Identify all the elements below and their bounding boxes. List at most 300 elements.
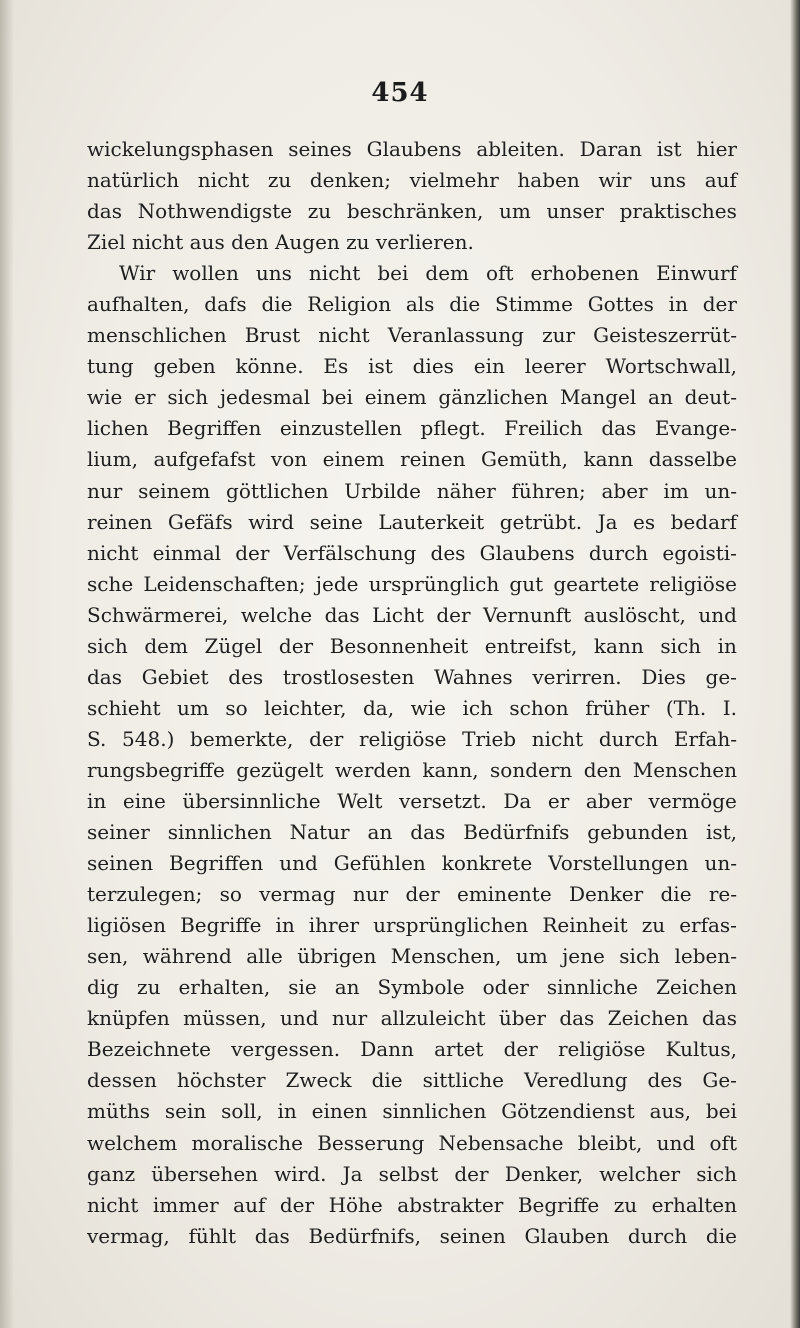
word: leichter, — [264, 695, 347, 720]
word: sche — [87, 571, 134, 596]
word: oft — [486, 261, 514, 286]
word: er — [134, 385, 156, 410]
word: einzustellen — [279, 416, 403, 441]
word: Natur — [289, 820, 350, 845]
word: fühlt — [188, 1223, 237, 1248]
word: Religion — [307, 292, 392, 317]
text-line: Ziel nicht aus den Augen zu verlieren. — [87, 230, 474, 255]
word: Zügel — [204, 633, 263, 658]
word: Zeichen — [607, 1006, 689, 1031]
text-line — [87, 631, 737, 662]
word: es — [633, 509, 656, 534]
word: welchem — [87, 1130, 178, 1155]
word: Menschen — [632, 757, 737, 782]
word: um — [515, 944, 548, 969]
word: zu — [267, 168, 292, 193]
word: Erfah- — [673, 726, 737, 751]
word: die — [660, 882, 692, 907]
word: alle — [246, 944, 283, 969]
word: bemerkte, — [190, 726, 294, 751]
word: denken; — [309, 168, 391, 193]
word: unser — [546, 199, 604, 224]
word: immer — [152, 1192, 219, 1217]
word: deut- — [684, 385, 737, 410]
word: selbst — [378, 1161, 439, 1186]
word: auf — [233, 1192, 266, 1217]
word: Ja — [597, 509, 618, 534]
word: ist, — [705, 820, 737, 845]
word: sie — [288, 975, 317, 1000]
word: jedesmal — [219, 385, 311, 410]
word: übrigen — [297, 944, 377, 969]
word: an — [648, 385, 673, 410]
text-line — [87, 1034, 737, 1065]
word: uns — [255, 261, 292, 286]
word: als — [405, 292, 435, 317]
text-line — [87, 289, 737, 320]
word: nicht — [197, 168, 250, 193]
word: höchster — [176, 1068, 266, 1093]
word: Glaubens — [366, 137, 462, 161]
word: praktisches — [619, 199, 737, 224]
word: vermag, — [87, 1223, 170, 1248]
word: sittliche — [422, 1068, 505, 1093]
word: abstrakter — [397, 1192, 504, 1217]
text-line — [87, 382, 737, 413]
word: Dann — [360, 1037, 414, 1062]
word: Brust — [244, 323, 301, 348]
word: getrübt. — [499, 509, 583, 534]
word: Reinheit — [542, 913, 628, 938]
word: rungsbegriffe — [87, 757, 225, 782]
text-line — [87, 351, 737, 382]
word: Lauterkeit — [378, 509, 485, 534]
word: dessen — [87, 1068, 157, 1093]
text-line — [87, 879, 737, 910]
word: leerer — [524, 354, 586, 379]
word: aber — [585, 788, 632, 813]
word: egoisti- — [662, 540, 737, 565]
word: in — [668, 292, 688, 317]
word: sich — [619, 944, 661, 969]
word: schon — [509, 695, 569, 720]
word: zu — [613, 1192, 638, 1217]
word: Zeichen — [656, 975, 737, 1000]
word: durch — [598, 726, 659, 751]
word: uns — [650, 168, 687, 193]
text-line — [87, 134, 737, 165]
word: Vernunft — [483, 602, 572, 627]
text-line — [87, 693, 737, 724]
word: über — [498, 1006, 546, 1031]
word: Ge- — [702, 1068, 737, 1093]
word: tung — [87, 354, 134, 379]
word: den — [583, 757, 622, 782]
word: religiöse — [649, 571, 737, 596]
word: sein — [164, 1099, 207, 1124]
word: re- — [708, 882, 737, 907]
word: kann, — [422, 757, 479, 782]
word: so — [219, 882, 242, 907]
word: religiöse — [358, 726, 447, 751]
word: Höhe — [328, 1192, 383, 1217]
word: vermag — [259, 882, 336, 907]
text-line — [87, 1096, 737, 1127]
word: die — [371, 1068, 403, 1093]
word: wie — [87, 385, 123, 410]
word: ein — [473, 354, 505, 379]
word: 548.) — [122, 726, 175, 751]
word: welche — [240, 602, 313, 627]
word: bleibt, — [577, 1130, 643, 1155]
word: und — [279, 851, 318, 876]
word: der — [405, 882, 440, 907]
word: reinen — [87, 509, 153, 534]
word: wird. — [274, 1161, 327, 1186]
word: gebunden — [587, 820, 688, 845]
word: natürlich — [87, 168, 180, 193]
word: dies — [412, 354, 454, 379]
word: dafs — [204, 292, 247, 317]
text-line — [87, 941, 737, 972]
word: wir — [598, 168, 632, 193]
word: Trieb — [462, 726, 517, 751]
word: seinem — [138, 478, 211, 503]
word: Licht — [372, 602, 424, 627]
text-line — [87, 444, 737, 475]
word: der — [503, 1037, 538, 1062]
word: der — [454, 1161, 489, 1186]
word: nur — [87, 478, 123, 503]
text-line — [87, 258, 737, 289]
word: ich — [462, 695, 493, 720]
word: des — [228, 664, 264, 689]
text-line — [87, 786, 737, 817]
word: einem — [364, 385, 427, 410]
word: Götzendienst — [501, 1099, 635, 1124]
word: ursprünglichen — [373, 913, 529, 938]
word: das — [87, 664, 122, 689]
word: geartete — [553, 571, 640, 596]
word: Wir — [119, 261, 156, 286]
word: um — [177, 695, 209, 720]
word: oder — [482, 975, 529, 1000]
word: pflegt. — [420, 416, 486, 441]
word: um — [499, 199, 531, 224]
word: zu — [641, 913, 666, 938]
word: einmal — [152, 540, 222, 565]
word: Vorstellungen — [548, 851, 689, 876]
text-line — [87, 1221, 737, 1252]
word: an — [334, 975, 360, 1000]
text-line — [87, 972, 737, 1003]
word: ligiösen — [87, 913, 167, 938]
word: zu — [307, 199, 332, 224]
word: nur — [352, 882, 389, 907]
word: Da — [503, 788, 532, 813]
word: Veranlassung — [387, 323, 524, 348]
word: der — [278, 633, 314, 658]
word: einem — [322, 447, 385, 472]
text-line — [87, 1003, 737, 1034]
word: im — [663, 478, 689, 503]
text-line — [87, 600, 737, 631]
text-line — [87, 1159, 737, 1190]
text-line — [87, 320, 737, 351]
word: vermöge — [648, 788, 737, 813]
word: Symbole — [377, 975, 465, 1000]
word: einen — [311, 1099, 368, 1124]
word: ge- — [705, 664, 737, 689]
word: beschränken, — [346, 199, 484, 224]
word: aus, — [649, 1099, 692, 1124]
word: erhobenen — [530, 261, 640, 286]
word: Besonnenheit — [329, 633, 469, 658]
word: Bezeichnete — [87, 1037, 211, 1062]
word: nur — [331, 1006, 368, 1031]
word: nicht — [318, 323, 370, 348]
word: und — [698, 602, 737, 627]
word: führen; — [511, 478, 586, 503]
page-right-edge-shadow — [790, 0, 800, 1328]
word: in — [275, 913, 295, 938]
word: Denker, — [504, 1161, 584, 1186]
text-line — [87, 1190, 737, 1221]
word: die — [449, 292, 481, 317]
word: ganz — [87, 1161, 136, 1186]
word: werden — [334, 757, 411, 782]
word: müths — [87, 1099, 151, 1124]
word: Begriffen — [167, 416, 262, 441]
word: könne. — [235, 354, 304, 379]
word: das — [87, 199, 122, 224]
word: Stimme — [495, 292, 573, 317]
word: Es — [323, 354, 349, 379]
word: in — [717, 633, 737, 658]
word: vielmehr — [409, 168, 499, 193]
text-line — [87, 196, 737, 227]
word: sen, — [87, 944, 129, 969]
word: dig — [87, 975, 120, 1000]
word: der — [436, 602, 471, 627]
word: und — [656, 1130, 696, 1155]
word: Daran — [579, 137, 642, 161]
word: verirren. — [532, 664, 622, 689]
word: moralische — [191, 1130, 303, 1155]
word: der — [279, 1192, 315, 1217]
word: Begriffen — [169, 851, 264, 876]
word: un- — [704, 851, 737, 876]
word: nicht — [308, 261, 361, 286]
word: Mangel — [559, 385, 637, 410]
word: erfas- — [679, 913, 737, 938]
word: wollen — [172, 261, 239, 286]
word: eine — [122, 788, 166, 813]
word: lichen — [87, 416, 149, 441]
word: des — [430, 540, 466, 565]
word: bei — [377, 261, 409, 286]
word: sinnlichen — [382, 1099, 487, 1124]
word: Glaubens — [479, 540, 575, 565]
word: Gefühlen — [333, 851, 426, 876]
word: allzuleicht — [380, 1006, 486, 1031]
word: sich — [696, 1161, 737, 1186]
word: Nebensache — [438, 1130, 564, 1155]
word: die — [705, 1223, 737, 1248]
word: zur — [542, 323, 576, 348]
text-line — [87, 165, 737, 196]
word: Veredlung — [523, 1068, 628, 1093]
word: er — [547, 788, 570, 813]
word: (Th. — [665, 695, 707, 720]
word: Einwurf — [656, 261, 737, 286]
text-line — [87, 662, 737, 693]
word: von — [270, 447, 308, 472]
word: aufhalten, — [87, 292, 190, 317]
page-left-edge-shadow — [0, 0, 14, 1328]
word: un- — [704, 478, 737, 503]
word: Schwärmerei, — [87, 602, 229, 627]
word: religiöse — [557, 1037, 646, 1062]
word: trostlosesten — [282, 664, 415, 689]
word: ihrer — [308, 913, 360, 938]
word: während — [142, 944, 232, 969]
word: Denker — [568, 882, 644, 907]
word: das — [601, 416, 637, 441]
word: reinen — [400, 447, 466, 472]
word: jede — [315, 571, 359, 596]
word: durch — [588, 540, 649, 565]
word: kann — [583, 447, 634, 472]
word: das — [410, 820, 446, 845]
word: soll, — [221, 1099, 263, 1124]
word: Verfälschung — [283, 540, 417, 565]
word: ist — [656, 137, 682, 161]
word: sich — [167, 385, 209, 410]
word: der — [235, 540, 270, 565]
word: übersehen — [151, 1161, 259, 1186]
word: auslöscht, — [583, 602, 686, 627]
word: das — [324, 602, 360, 627]
word: gut — [509, 571, 544, 596]
word: Begriffe — [180, 913, 262, 938]
word: Glauben — [524, 1223, 610, 1248]
word: sich — [660, 633, 702, 658]
word: knüpfen — [87, 1006, 170, 1031]
word: oft — [709, 1130, 737, 1155]
word: Freilich — [504, 416, 583, 441]
page-number: 454 — [371, 78, 429, 108]
text-line — [87, 538, 737, 569]
word: sondern — [490, 757, 573, 782]
text-line — [87, 1065, 737, 1096]
word: welcher — [599, 1161, 681, 1186]
word: konkrete — [441, 851, 533, 876]
word: seine — [309, 509, 363, 534]
word: nicht — [87, 1192, 139, 1217]
word: in — [277, 1099, 297, 1124]
word: geben — [153, 354, 216, 379]
word: der — [309, 726, 344, 751]
word: göttlichen — [226, 478, 329, 503]
word: Dies — [641, 664, 686, 689]
word: eminente — [456, 882, 552, 907]
word: dem — [425, 261, 470, 286]
word: sinnlichen — [167, 820, 272, 845]
word: Wortschwall, — [605, 354, 737, 379]
word: versetzt. — [398, 788, 487, 813]
word: übersinnliche — [182, 788, 321, 813]
word: Welt — [337, 788, 383, 813]
word: die — [261, 292, 293, 317]
word: aber — [601, 478, 648, 503]
word: dem — [144, 633, 188, 658]
text-line — [87, 1128, 737, 1159]
word: Wahnes — [434, 664, 513, 689]
word: entreifst, — [484, 633, 578, 658]
word: Geisteszerrüt- — [593, 323, 737, 348]
body-text — [87, 134, 737, 1252]
word: Leidenschaften; — [143, 571, 306, 596]
word: näher — [436, 478, 496, 503]
text-line — [87, 848, 737, 879]
text-line — [87, 507, 737, 538]
word: Evange- — [654, 416, 737, 441]
word: schieht — [87, 695, 161, 720]
word: erhalten, — [178, 975, 271, 1000]
word: terzulegen; — [87, 882, 203, 907]
word: bedarf — [670, 509, 737, 534]
word: lium, — [87, 447, 138, 472]
word: Gebiet — [141, 664, 209, 689]
word: da, — [362, 695, 395, 720]
word: S. — [87, 726, 107, 751]
word: Bedürfnifs — [463, 820, 570, 845]
word: jene — [562, 944, 605, 969]
word: seines — [288, 137, 352, 161]
word: in — [87, 788, 107, 813]
word: Begriffe — [517, 1192, 600, 1217]
word: Nothwendigste — [137, 199, 293, 224]
word: aufgefafst — [153, 447, 256, 472]
word: das — [701, 1006, 737, 1031]
text-line — [87, 476, 737, 507]
word: wickelungsphasen — [87, 137, 274, 161]
text-line — [87, 724, 737, 755]
word: Bedürfnifs, — [308, 1223, 421, 1248]
word: vergessen. — [231, 1037, 341, 1062]
word: ableiten. — [476, 137, 565, 161]
word: ursprünglich — [368, 571, 500, 596]
word: so — [225, 695, 248, 720]
word: müssen, — [183, 1006, 267, 1031]
word: artet — [434, 1037, 484, 1062]
word: kann — [593, 633, 644, 658]
word: Urbilde — [344, 478, 421, 503]
word: menschlichen — [87, 323, 227, 348]
word: Gefäfs — [167, 509, 233, 534]
word: bei — [321, 385, 353, 410]
word: das — [254, 1223, 290, 1248]
word: der — [702, 292, 737, 317]
word: Besserung — [317, 1130, 425, 1155]
text-line — [87, 569, 737, 600]
word: nicht — [87, 540, 139, 565]
word: früher — [585, 695, 650, 720]
word: hier — [696, 137, 737, 161]
word: wird — [248, 509, 295, 534]
word: dasselbe — [648, 447, 737, 472]
